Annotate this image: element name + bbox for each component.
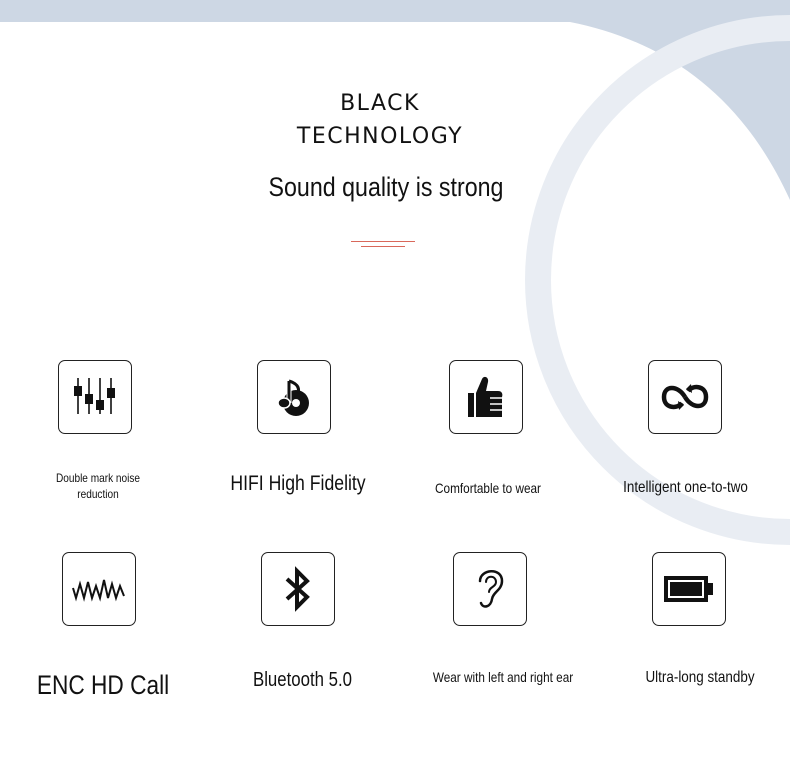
feature-label-comfortable: Comfortable to wear bbox=[435, 480, 541, 496]
accent-divider bbox=[351, 241, 415, 249]
equalizer-icon bbox=[58, 360, 132, 434]
ear-icon bbox=[453, 552, 527, 626]
feature-label-standby: Ultra-long standby bbox=[645, 669, 755, 686]
feature-label-bluetooth: Bluetooth 5.0 bbox=[252, 669, 353, 691]
infinity-arrows-icon bbox=[648, 360, 722, 434]
music-note-disc-icon bbox=[257, 360, 331, 434]
thumbs-up-icon bbox=[449, 360, 523, 434]
page-subtitle: Sound quality is strong bbox=[268, 172, 504, 202]
feature-label-left-right-ear: Wear with left and right ear bbox=[432, 669, 574, 685]
feature-label-hifi: HIFI High Fidelity bbox=[230, 472, 366, 495]
feature-label-noise-reduction: Double mark noise reduction bbox=[55, 471, 141, 502]
battery-full-icon bbox=[652, 552, 726, 626]
bluetooth-icon bbox=[261, 552, 335, 626]
heading-line-technology: TECHNOLOGY bbox=[296, 124, 464, 149]
feature-label-one-to-two: Intelligent one-to-two bbox=[623, 479, 748, 496]
feature-label-enc-call: ENC HD Call bbox=[36, 670, 170, 700]
sound-wave-icon bbox=[62, 552, 136, 626]
heading-line-black: BLACK bbox=[340, 91, 420, 116]
